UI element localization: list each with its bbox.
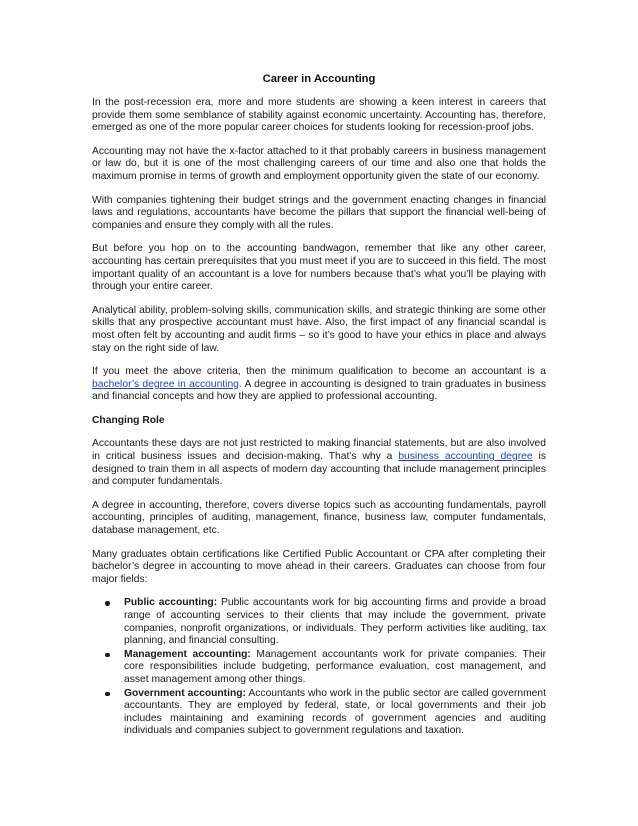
list-item-public-accounting: [92, 597, 546, 647]
section-heading-changing-role: Changing Role: [92, 414, 165, 426]
field-description: Management accountants work for private companies. Their core responsibilities include budgeting, performance evaluation, cost management, and asset management among other things.: [124, 648, 547, 685]
paragraph-changing-role: [92, 438, 546, 488]
field-term: Management accounting:: [124, 648, 251, 660]
fields-list: [92, 597, 546, 738]
paragraph-intro: In the post-recession era, more and more students are showing a keen interest in careers that provide them some semblance of stability against economic uncertainty. Accounting has, therefore, emerged as one of the more popular career choices for students looking for recession-proof jobs.: [92, 97, 546, 134]
changing-role-text-before: Accountants these days are not just restricted to making financial statements, but are also involved in critical business issues and decision-making. That’s why a: [92, 438, 546, 463]
qualification-text-after: . A degree in accounting is designed to train graduates in business and financial concepts and how they are applied to professional accounting.: [92, 378, 546, 403]
bullet-icon: [105, 601, 110, 606]
list-item-management-accounting: [92, 649, 546, 687]
paragraph-x-factor: Accounting may not have the x-factor attached to it that probably careers in business management or law do, but it is one of the most challenging careers of our time and also one that holds the maximum promise in terms of growth and employment opportunity given the state of our economy.: [92, 145, 546, 182]
paragraph-skills: Analytical ability, problem-solving skills, communication skills, and strategic thinking are some other skills that any prospective accountant must have. Also, the first impact of any financial scandal is most often felt by accounting and audit firms – so it’s good to have your ethics in place and always stay on the right side of law.: [92, 304, 546, 354]
paragraph-pillars: With companies tightening their budget strings and the government enacting changes in financial laws and regulations, accountants have become the pillars that support the financial well-being of companies and ensure they comply with all the rules.: [92, 194, 546, 231]
business-accounting-degree-link[interactable]: business accounting degree: [398, 451, 533, 463]
bullet-icon: [105, 692, 110, 697]
list-item-government-accounting: [92, 688, 546, 738]
bachelors-degree-link[interactable]: bachelor’s degree in accounting: [92, 378, 239, 390]
field-description: Accountants who work in the public sector are called government accountants. They are employed by federal, state, or local governments and their job includes maintaining and examining records of government agencies and auditing individuals and companies subject to government regulations and taxation.: [124, 687, 546, 737]
paragraph-prerequisites: But before you hop on to the accounting bandwagon, remember that like any other career, accounting has certain prerequisites that you must meet if you are to succeed in this field. The most important quality of an accountant is a love for numbers because that’s what you’ll be playing with through your entire career.: [92, 243, 546, 293]
paragraph-topics: A degree in accounting, therefore, covers diverse topics such as accounting fundamentals, payroll accounting, principles of auditing, management, finance, business law, computer fundamentals, database management, etc.: [92, 499, 546, 537]
bullet-icon: [105, 653, 110, 658]
field-term: Government accounting:: [124, 687, 246, 699]
paragraph-certifications: Many graduates obtain certifications like Certified Public Accountant or CPA after completing their bachelor’s degree in accounting to move ahead in their careers. Graduates can choose from four major fields:: [92, 548, 546, 585]
document-page: [92, 72, 546, 739]
changing-role-text-after: is designed to train them in all aspects of modern day accounting that include management principles and computer fundamentals.: [92, 451, 546, 488]
paragraph-qualification: [92, 366, 546, 404]
field-term: Public accounting:: [124, 597, 218, 609]
field-description: Public accountants work for big accounting firms and provide a broad range of accounting services to their clients that may include the government, private companies, nonprofit organizations, or individuals. They perform activities like auditing, tax planning, and financial consulting.: [124, 597, 546, 647]
document-title: Career in Accounting: [262, 73, 376, 85]
qualification-text-before: If you meet the above criteria, then the minimum qualification to become an accountant is a: [92, 366, 546, 378]
